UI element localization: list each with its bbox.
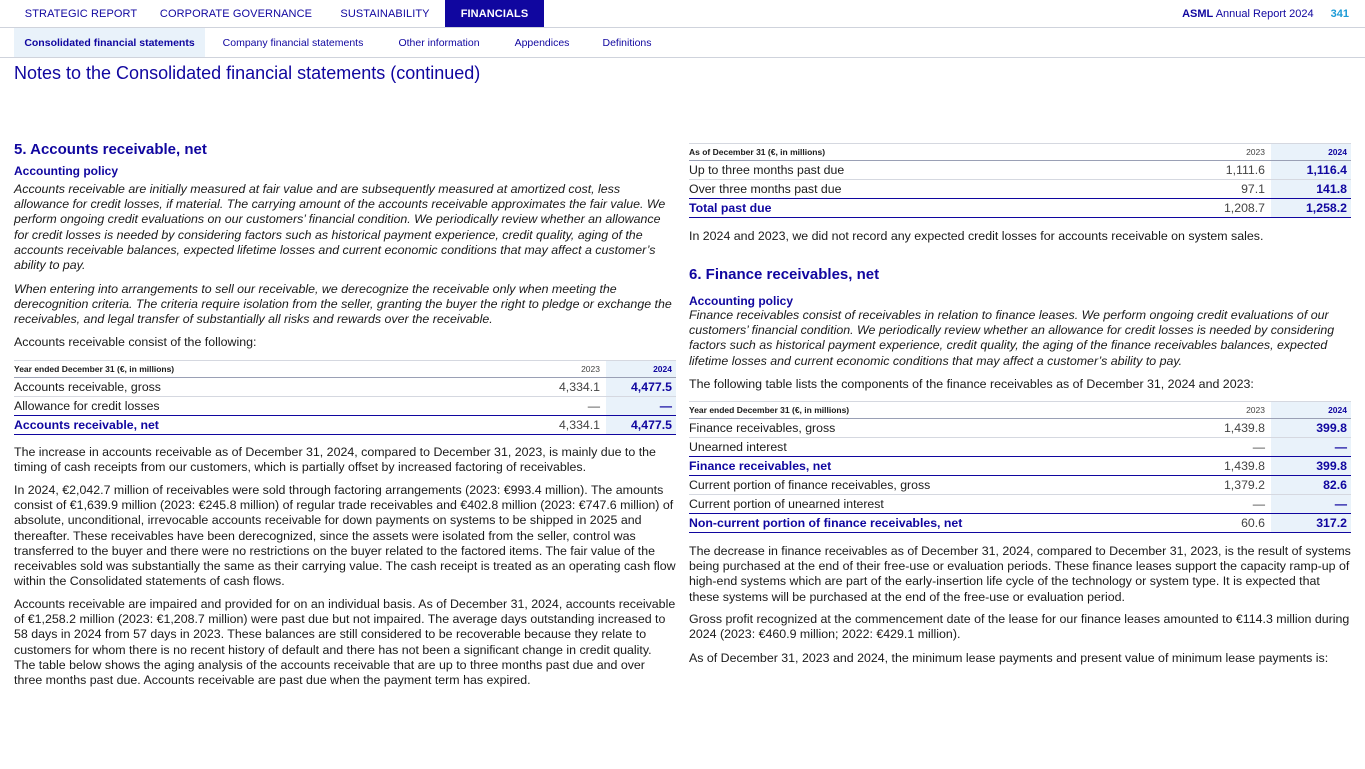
header-label: Year ended December 31 (€, in millions) — [689, 402, 1205, 419]
subtab-consolidated-financial-statements[interactable]: Consolidated financial statements — [14, 28, 205, 57]
value-2023: 4,334.1 — [492, 378, 606, 397]
value-2023: 97.1 — [1205, 180, 1271, 199]
row-label: Non-current portion of finance receivables, net — [689, 514, 1205, 533]
value-2024: 4,477.5 — [606, 416, 676, 435]
table-header-row — [689, 144, 1351, 161]
row-label: Current portion of finance receivables, gross — [689, 476, 1205, 495]
derecognition-text: When entering into arrangements to sell our receivable, we derecognize the receivable only when meeting the derecognition criteria. The criteria require isolation from the seller, granting the buyer the right to pledge or exchange the receivables, and legal transfer of substantially all risks and rewards over the receivable. — [14, 282, 672, 327]
impaired-paragraph: Accounts receivable are impaired and provided for on an individual basis. As of December 31, 2024, accounts receivable of €1,258.2 million (2023: €1,208.7 million) were past due but not impaired. The average days outstanding increased to 58 days in 2024 from 57 days in 2023. These balances are still considered to be recoverable because they relate to customers for whom there is no recent history of default and there has not been a significant change in credit quality. The table below shows the aging analysis of the accounts receivable that are up to three months past due and over three months past due. Accounts receivable are past due when the payment term has expired. — [14, 597, 676, 688]
value-2023: 1,208.7 — [1205, 199, 1271, 218]
sub-navigation — [0, 28, 1365, 58]
value-2024: 1,116.4 — [1271, 161, 1351, 180]
table-row — [14, 397, 676, 416]
finance-table-intro: The following table lists the components of the finance receivables as of December 31, 2024 and 2023: — [689, 377, 1254, 391]
header-2024: 2024 — [1271, 144, 1351, 161]
section-heading-accounts-receivable: 5. Accounts receivable, net — [14, 141, 207, 158]
table-header-row — [14, 361, 676, 378]
tab-strategic-report[interactable]: STRATEGIC REPORT — [24, 8, 138, 20]
tab-financials[interactable]: FINANCIALS — [445, 0, 544, 27]
aging-table — [689, 143, 1351, 218]
increase-paragraph: The increase in accounts receivable as of December 31, 2024, compared to December 31, 2023, is mainly due to the timing of cash receipts from our customers, which is partially offset by increased factoring of receivables. — [14, 445, 656, 475]
brand-title: Annual Report 2024 — [1215, 8, 1314, 20]
value-2024: 399.8 — [1271, 419, 1351, 438]
page-title: Notes to the Consolidated financial statements (continued) — [14, 63, 481, 83]
value-2024: 317.2 — [1271, 514, 1351, 533]
value-2023: — — [1205, 495, 1271, 514]
accounting-policy-text: Accounts receivable are initially measured at fair value and are subsequently measured at amortized cost, less allowance for credit losses, if material. The carrying amount of the accounts receivable approximates the fair value. We perform ongoing credit evaluations on our customers’ financial condition. We periodically review whether an allowance for credit losses is needed by considering factors such as historical payment experience, credit quality, aging of the accounts receivable balances, expected lifetime losses and current economic conditions that may affect a customer’s ability to pay. — [14, 182, 666, 273]
header-2023: 2023 — [492, 361, 606, 378]
value-2024: 141.8 — [1271, 180, 1351, 199]
value-2023: — — [492, 397, 606, 416]
no-credit-loss-paragraph: In 2024 and 2023, we did not record any expected credit losses for accounts receivable on system sales. — [689, 229, 1264, 243]
value-2024: 82.6 — [1271, 476, 1351, 495]
table-row — [689, 180, 1351, 199]
value-2023: 1,111.6 — [1205, 161, 1271, 180]
value-2023: — — [1205, 438, 1271, 457]
table-total-row — [689, 457, 1351, 476]
table-header-row — [689, 402, 1351, 419]
minimum-lease-paragraph: As of December 31, 2023 and 2024, the minimum lease payments and present value of minimum lease payments is: — [689, 651, 1329, 665]
value-2024: — — [1271, 438, 1351, 457]
tab-corporate-governance[interactable]: CORPORATE GOVERNANCE — [159, 8, 313, 20]
table-row — [689, 476, 1351, 495]
table-row — [689, 495, 1351, 514]
page-number: 341 — [1330, 8, 1349, 20]
tab-sustainability[interactable]: SUSTAINABILITY — [340, 8, 430, 20]
header-label: Year ended December 31 (€, in millions) — [14, 361, 492, 378]
row-label: Allowance for credit losses — [14, 397, 492, 416]
row-label: Over three months past due — [689, 180, 1205, 199]
row-label: Unearned interest — [689, 438, 1205, 457]
subtab-appendices[interactable]: Appendices — [514, 37, 570, 49]
value-2024: 4,477.5 — [606, 378, 676, 397]
subtab-other-information[interactable]: Other information — [398, 37, 480, 49]
table-row — [689, 438, 1351, 457]
header-2023: 2023 — [1205, 144, 1271, 161]
top-navigation — [0, 0, 1365, 28]
finance-receivables-table — [689, 401, 1351, 533]
table-total-row — [14, 416, 676, 435]
report-brand — [1182, 0, 1349, 28]
decrease-paragraph: The decrease in finance receivables as of December 31, 2024, compared to December 31, 2023, is the result of systems being purchased at the end of their free-use or evaluation periods. These finance leases support the capacity ramp-up of high-end systems which are part of the early-insertion life cycle of the technology or system type. It is expected that these systems will be purchased at the end of the free-use or evaluation period. — [689, 544, 1351, 604]
table-row — [689, 161, 1351, 180]
value-2023: 1,439.8 — [1205, 457, 1271, 476]
table-total-row — [689, 514, 1351, 533]
value-2023: 60.6 — [1205, 514, 1271, 533]
value-2023: 1,379.2 — [1205, 476, 1271, 495]
header-label: As of December 31 (€, in millions) — [689, 144, 1205, 161]
table-row — [689, 419, 1351, 438]
gross-profit-paragraph: Gross profit recognized at the commencement date of the lease for our finance leases amounted to €114.3 million during 2024 (2023: €460.9 million; 2022: €429.1 million). — [689, 612, 1350, 642]
row-label: Current portion of unearned interest — [689, 495, 1205, 514]
subtab-company-financial-statements[interactable]: Company financial statements — [222, 37, 364, 49]
row-label: Accounts receivable, gross — [14, 378, 492, 397]
factoring-paragraph: In 2024, €2,042.7 million of receivables were sold through factoring arrangements (2023: €993.4 million). The amounts consist of €1,639.9 million (2023: €245.8 million) of regular trade receivables and €402.8 million (2023: €747.6 million) of absolute, unconditional, irrevocable accounts receivable for down payments on systems to be shipped in 2025 and thereafter. These receivables have been derecognized, since the assets were isolated from the seller, control was transferred to the buyer and there were no restrictions on the buyer related to the factored items. The fair value of the receivables sold was substantially the same as their carrying value. The cash receipt is treated as an operating cash flow within the Consolidated statements of cash flows. — [14, 483, 676, 589]
value-2024: — — [1271, 495, 1351, 514]
accounting-policy-heading: Accounting policy — [689, 294, 794, 308]
value-2024: — — [606, 397, 676, 416]
value-2024: 399.8 — [1271, 457, 1351, 476]
row-label: Finance receivables, net — [689, 457, 1205, 476]
row-label: Finance receivables, gross — [689, 419, 1205, 438]
table-total-row — [689, 199, 1351, 218]
value-2024: 1,258.2 — [1271, 199, 1351, 218]
row-label: Accounts receivable, net — [14, 416, 492, 435]
accounts-receivable-table — [14, 360, 676, 435]
subtab-definitions[interactable]: Definitions — [602, 37, 652, 49]
table-row — [14, 378, 676, 397]
row-label: Up to three months past due — [689, 161, 1205, 180]
finance-policy-text: Finance receivables consist of receivables in relation to finance leases. We perform ongoing credit evaluations of our customers’ financial condition. We periodically review whether an allowance for credit losses is needed by considering factors such as historical payment experience, credit quality, the aging of the finance receivables balances, expected lifetime losses and current economic conditions that may affect a customer’s ability to pay. — [689, 308, 1335, 368]
accounting-policy-heading: Accounting policy — [14, 164, 119, 178]
brand-name: ASML — [1182, 8, 1214, 20]
value-2023: 1,439.8 — [1205, 419, 1271, 438]
row-label: Total past due — [689, 199, 1205, 218]
header-2024: 2024 — [606, 361, 676, 378]
table-intro: Accounts receivable consist of the following: — [14, 335, 257, 349]
header-2023: 2023 — [1205, 402, 1271, 419]
header-2024: 2024 — [1271, 402, 1351, 419]
section-heading-finance-receivables: 6. Finance receivables, net — [689, 266, 880, 283]
value-2023: 4,334.1 — [492, 416, 606, 435]
